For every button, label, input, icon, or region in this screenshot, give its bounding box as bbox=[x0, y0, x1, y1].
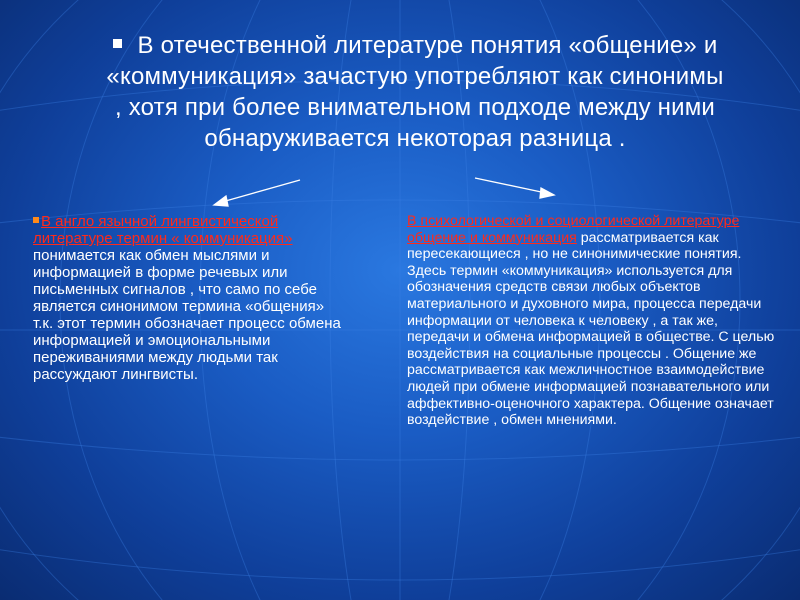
right-arrow-head bbox=[540, 188, 554, 198]
left-arrow-line bbox=[222, 180, 300, 202]
left-column-heading: В англо язычной лингвистической литературе термин « коммуникация» bbox=[33, 213, 293, 247]
slide-title-text: В отечественной литературе понятия «общение» и «коммуникация» зачастую употребляют как синонимы , хотя при более внимательном подходе между ними обнаруживается некоторая разница . bbox=[106, 32, 724, 152]
right-column-body: рассматривается как пересекающиеся , но не синонимические понятия. Здесь термин «коммуникация» используется для обозначения средств связи любых объектов материального и духовного мира, процесса передачи информации от человека к человеку , а так же, передачи и обмена информацией в обществе. С целью воздействия на социальные процессы . Общение же рассматривается как межличностное взаимодействие людей при обмене информацией познавательного или аффективно-оценочного характера. Общение означает воздействие , обмен мнениями. bbox=[407, 229, 775, 429]
square-bullet-icon bbox=[33, 217, 39, 223]
left-column bbox=[33, 213, 343, 383]
right-arrow-line bbox=[475, 178, 546, 193]
left-arrow-head bbox=[214, 196, 228, 206]
right-column-heading: В психологической и социологической литературе общение и коммуникация bbox=[407, 213, 740, 246]
left-column-body: понимается как обмен мыслями и информацией в форме речевых или письменных сигналов , что само по себе является синонимом термина «общения» т.к. этот термин обозначает процесс обмена информацией и эмоциональными переживаниями между людьми так рассуждают лингвисты. bbox=[33, 247, 341, 383]
right-column bbox=[407, 213, 777, 429]
